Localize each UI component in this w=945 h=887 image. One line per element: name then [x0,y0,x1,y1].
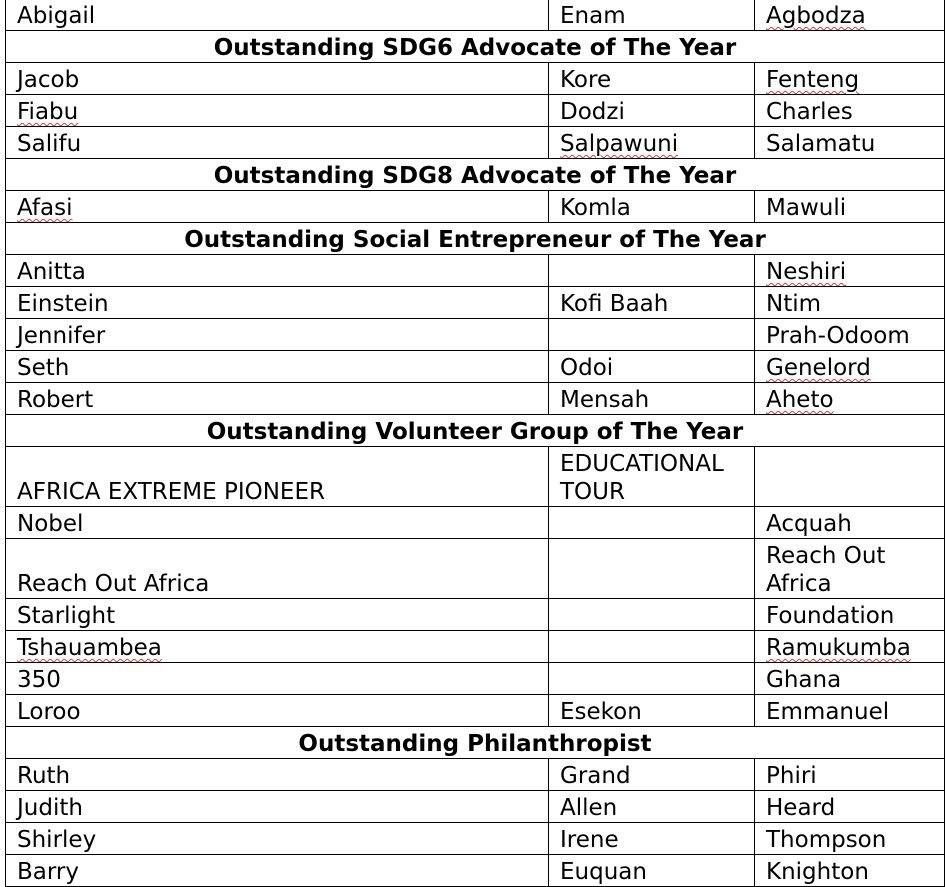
first-name-cell[interactable] [6,95,549,127]
cell-text: AFRICA EXTREME PIONEER [17,479,325,505]
nominee-row [6,383,945,415]
last-name-cell[interactable] [755,823,945,855]
nominee-row [6,823,945,855]
first-name-cell[interactable] [6,127,549,159]
cell-text: Knighton [766,859,869,885]
cell-text: Barry [17,859,79,885]
last-name-cell[interactable] [755,539,945,599]
first-name-cell[interactable] [6,663,549,695]
middle-name-cell[interactable] [549,95,755,127]
middle-name-cell[interactable] [549,507,755,539]
cell-text: Robert [17,387,94,413]
nominee-row [6,63,945,95]
category-header-row [6,223,945,255]
last-name-cell[interactable] [755,791,945,823]
cell-text: Emmanuel [766,699,890,725]
middle-name-cell[interactable] [549,599,755,631]
middle-name-cell[interactable] [549,287,755,319]
nominee-row [6,631,945,663]
cell-text: Euquan [560,859,647,885]
cell-text: Prah-Odoom [766,323,910,349]
cell-text: Enam [560,3,626,29]
cell-text: Abigail [17,3,96,29]
last-name-cell[interactable] [755,855,945,887]
cell-text: Afasi [17,195,73,221]
last-name-cell[interactable] [755,663,945,695]
cell-text: Neshiri [766,259,847,285]
category-title: Outstanding Volunteer Group of The Year [6,415,945,447]
first-name-cell[interactable] [6,383,549,415]
awards-table [5,0,945,887]
last-name-cell[interactable] [755,383,945,415]
first-name-cell[interactable] [6,631,549,663]
cell-text: Anitta [17,259,86,285]
first-name-cell[interactable] [6,823,549,855]
cell-text: Fenteng [766,67,860,93]
last-name-cell[interactable] [755,255,945,287]
category-header-row [6,727,945,759]
last-name-cell[interactable] [755,0,945,31]
middle-name-cell[interactable] [549,191,755,223]
first-name-cell[interactable] [6,695,549,727]
cell-text: Esekon [560,699,642,725]
cell-text: Genelord [766,355,871,381]
last-name-cell[interactable] [755,351,945,383]
cell-text: Dodzi [560,99,625,125]
cell-text: Salpawuni [560,131,679,157]
last-name-cell[interactable] [755,695,945,727]
cell-text: Nobel [17,511,84,537]
category-title: Outstanding SDG8 Advocate of The Year [6,159,945,191]
middle-name-cell[interactable] [549,63,755,95]
last-name-cell[interactable] [755,599,945,631]
first-name-cell[interactable] [6,539,549,599]
first-name-cell[interactable] [6,0,549,31]
first-name-cell[interactable] [6,287,549,319]
cell-text: Allen [560,795,618,821]
middle-name-cell[interactable] [549,539,755,599]
cell-text: Foundation [766,603,895,629]
cell-text: 350 [17,667,61,693]
cell-text: Seth [17,355,70,381]
middle-name-cell[interactable] [549,319,755,351]
last-name-cell[interactable] [755,507,945,539]
first-name-cell[interactable] [6,319,549,351]
middle-name-cell[interactable] [549,855,755,887]
nominee-row [6,287,945,319]
nominee-row [6,663,945,695]
middle-name-cell[interactable] [549,631,755,663]
middle-name-cell[interactable] [549,447,755,507]
cell-text: Mensah [560,387,650,413]
nominee-row [6,599,945,631]
first-name-cell[interactable] [6,447,549,507]
cell-text: Reach Out Africa [766,543,886,597]
first-name-cell[interactable] [6,351,549,383]
nominee-row [6,0,945,31]
category-title: Outstanding SDG6 Advocate of The Year [6,31,945,63]
cell-text: Loroo [17,699,81,725]
first-name-cell[interactable] [6,507,549,539]
cell-text: Irene [560,827,619,853]
last-name-cell[interactable] [755,447,945,507]
category-title: Outstanding Philanthropist [6,727,945,759]
cell-text: Odoi [560,355,614,381]
nominee-row [6,447,945,507]
nominee-row [6,319,945,351]
category-header-row [6,159,945,191]
cell-text: Einstein [17,291,109,317]
last-name-cell[interactable] [755,127,945,159]
cell-text: Tshauambea [17,635,162,661]
middle-name-cell[interactable] [549,0,755,31]
cell-text: EDUCATIONAL TOUR [560,451,724,505]
cell-text: Ntim [766,291,822,317]
nominee-row [6,759,945,791]
first-name-cell[interactable] [6,63,549,95]
cell-text: Starlight [17,603,116,629]
middle-name-cell[interactable] [549,255,755,287]
cell-text: Ramukumba [766,635,911,661]
first-name-cell[interactable] [6,791,549,823]
nominee-row [6,255,945,287]
last-name-cell[interactable] [755,287,945,319]
cell-text: Mawuli [766,195,847,221]
nominee-row [6,695,945,727]
cell-text: Ghana [766,667,842,693]
nominee-row [6,191,945,223]
first-name-cell[interactable] [6,255,549,287]
nominee-row [6,855,945,887]
cell-text: Reach Out Africa [17,571,210,597]
cell-text: Acquah [766,511,852,537]
last-name-cell[interactable] [755,63,945,95]
category-title: Outstanding Social Entrepreneur of The Year [6,223,945,255]
middle-name-cell[interactable] [549,791,755,823]
middle-name-cell[interactable] [549,823,755,855]
cell-text: Thompson [766,827,887,853]
cell-text: Komla [560,195,631,221]
middle-name-cell[interactable] [549,695,755,727]
nominee-row [6,127,945,159]
last-name-cell[interactable] [755,631,945,663]
cell-text: Judith [17,795,83,821]
cell-text: Grand [560,763,631,789]
cell-text: Ruth [17,763,71,789]
first-name-cell[interactable] [6,759,549,791]
first-name-cell[interactable] [6,191,549,223]
category-header-row [6,31,945,63]
nominee-row [6,791,945,823]
first-name-cell[interactable] [6,599,549,631]
cell-text: Salifu [17,131,82,157]
nominee-row [6,539,945,599]
first-name-cell[interactable] [6,855,549,887]
cell-text: Kore [560,67,612,93]
cell-text: Phiri [766,763,817,789]
cell-text: Aheto [766,387,834,413]
last-name-cell[interactable] [755,319,945,351]
last-name-cell[interactable] [755,191,945,223]
nominee-row [6,507,945,539]
cell-text: Shirley [17,827,97,853]
cell-text: Kofi Baah [560,291,669,317]
last-name-cell[interactable] [755,759,945,791]
cell-text: Charles [766,99,853,125]
category-header-row [6,415,945,447]
nominee-row [6,95,945,127]
nominee-row [6,351,945,383]
cell-text: Jacob [17,67,80,93]
awards-table-body [6,0,945,887]
last-name-cell[interactable] [755,95,945,127]
cell-text: Salamatu [766,131,876,157]
cell-text: Fiabu [17,99,79,125]
cell-text: Jennifer [17,323,106,349]
middle-name-cell[interactable] [549,383,755,415]
cell-text: Heard [766,795,836,821]
cell-text: Agbodza [766,3,866,29]
middle-name-cell[interactable] [549,759,755,791]
middle-name-cell[interactable] [549,127,755,159]
middle-name-cell[interactable] [549,351,755,383]
middle-name-cell[interactable] [549,663,755,695]
